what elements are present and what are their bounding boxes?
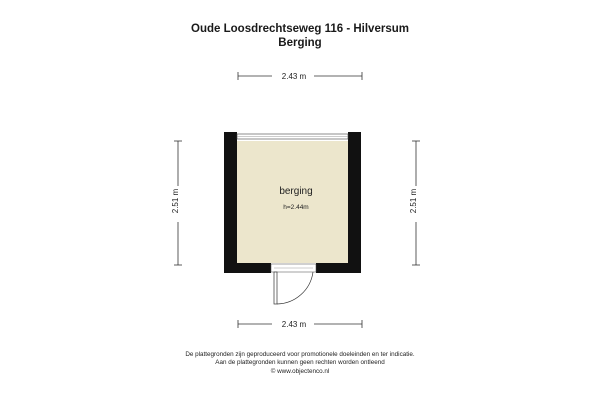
bottom-dimension-label: 2.43 m — [281, 320, 307, 329]
right-dimension — [409, 141, 420, 265]
room-name: berging — [279, 186, 313, 197]
right-dimension-label: 2.51 m — [409, 188, 418, 214]
left-dimension — [171, 141, 182, 265]
disclaimer — [0, 351, 600, 376]
top-dimension-label: 2.43 m — [281, 72, 307, 81]
plan-title: Oude Loosdrechtseweg 116 - Hilversum — [191, 23, 409, 35]
door — [271, 264, 316, 304]
floor-title: Berging — [278, 37, 322, 49]
top-window — [237, 134, 348, 139]
bottom-dimension — [238, 320, 362, 329]
disclaimer-line-1: De plattegronden zijn geproduceerd voor promotionele doeleinden en ter indicatie. — [185, 351, 415, 358]
left-dimension-label: 2.51 m — [171, 188, 180, 214]
disclaimer-line-2: Aan de plattegronden kunnen geen rechten worden ontleend — [215, 359, 385, 367]
top-dimension — [238, 72, 362, 81]
copyright-link[interactable]: © www.objectenco.nl — [270, 367, 330, 375]
room-height: h=2.44m — [283, 204, 309, 211]
room-floor — [237, 141, 348, 263]
